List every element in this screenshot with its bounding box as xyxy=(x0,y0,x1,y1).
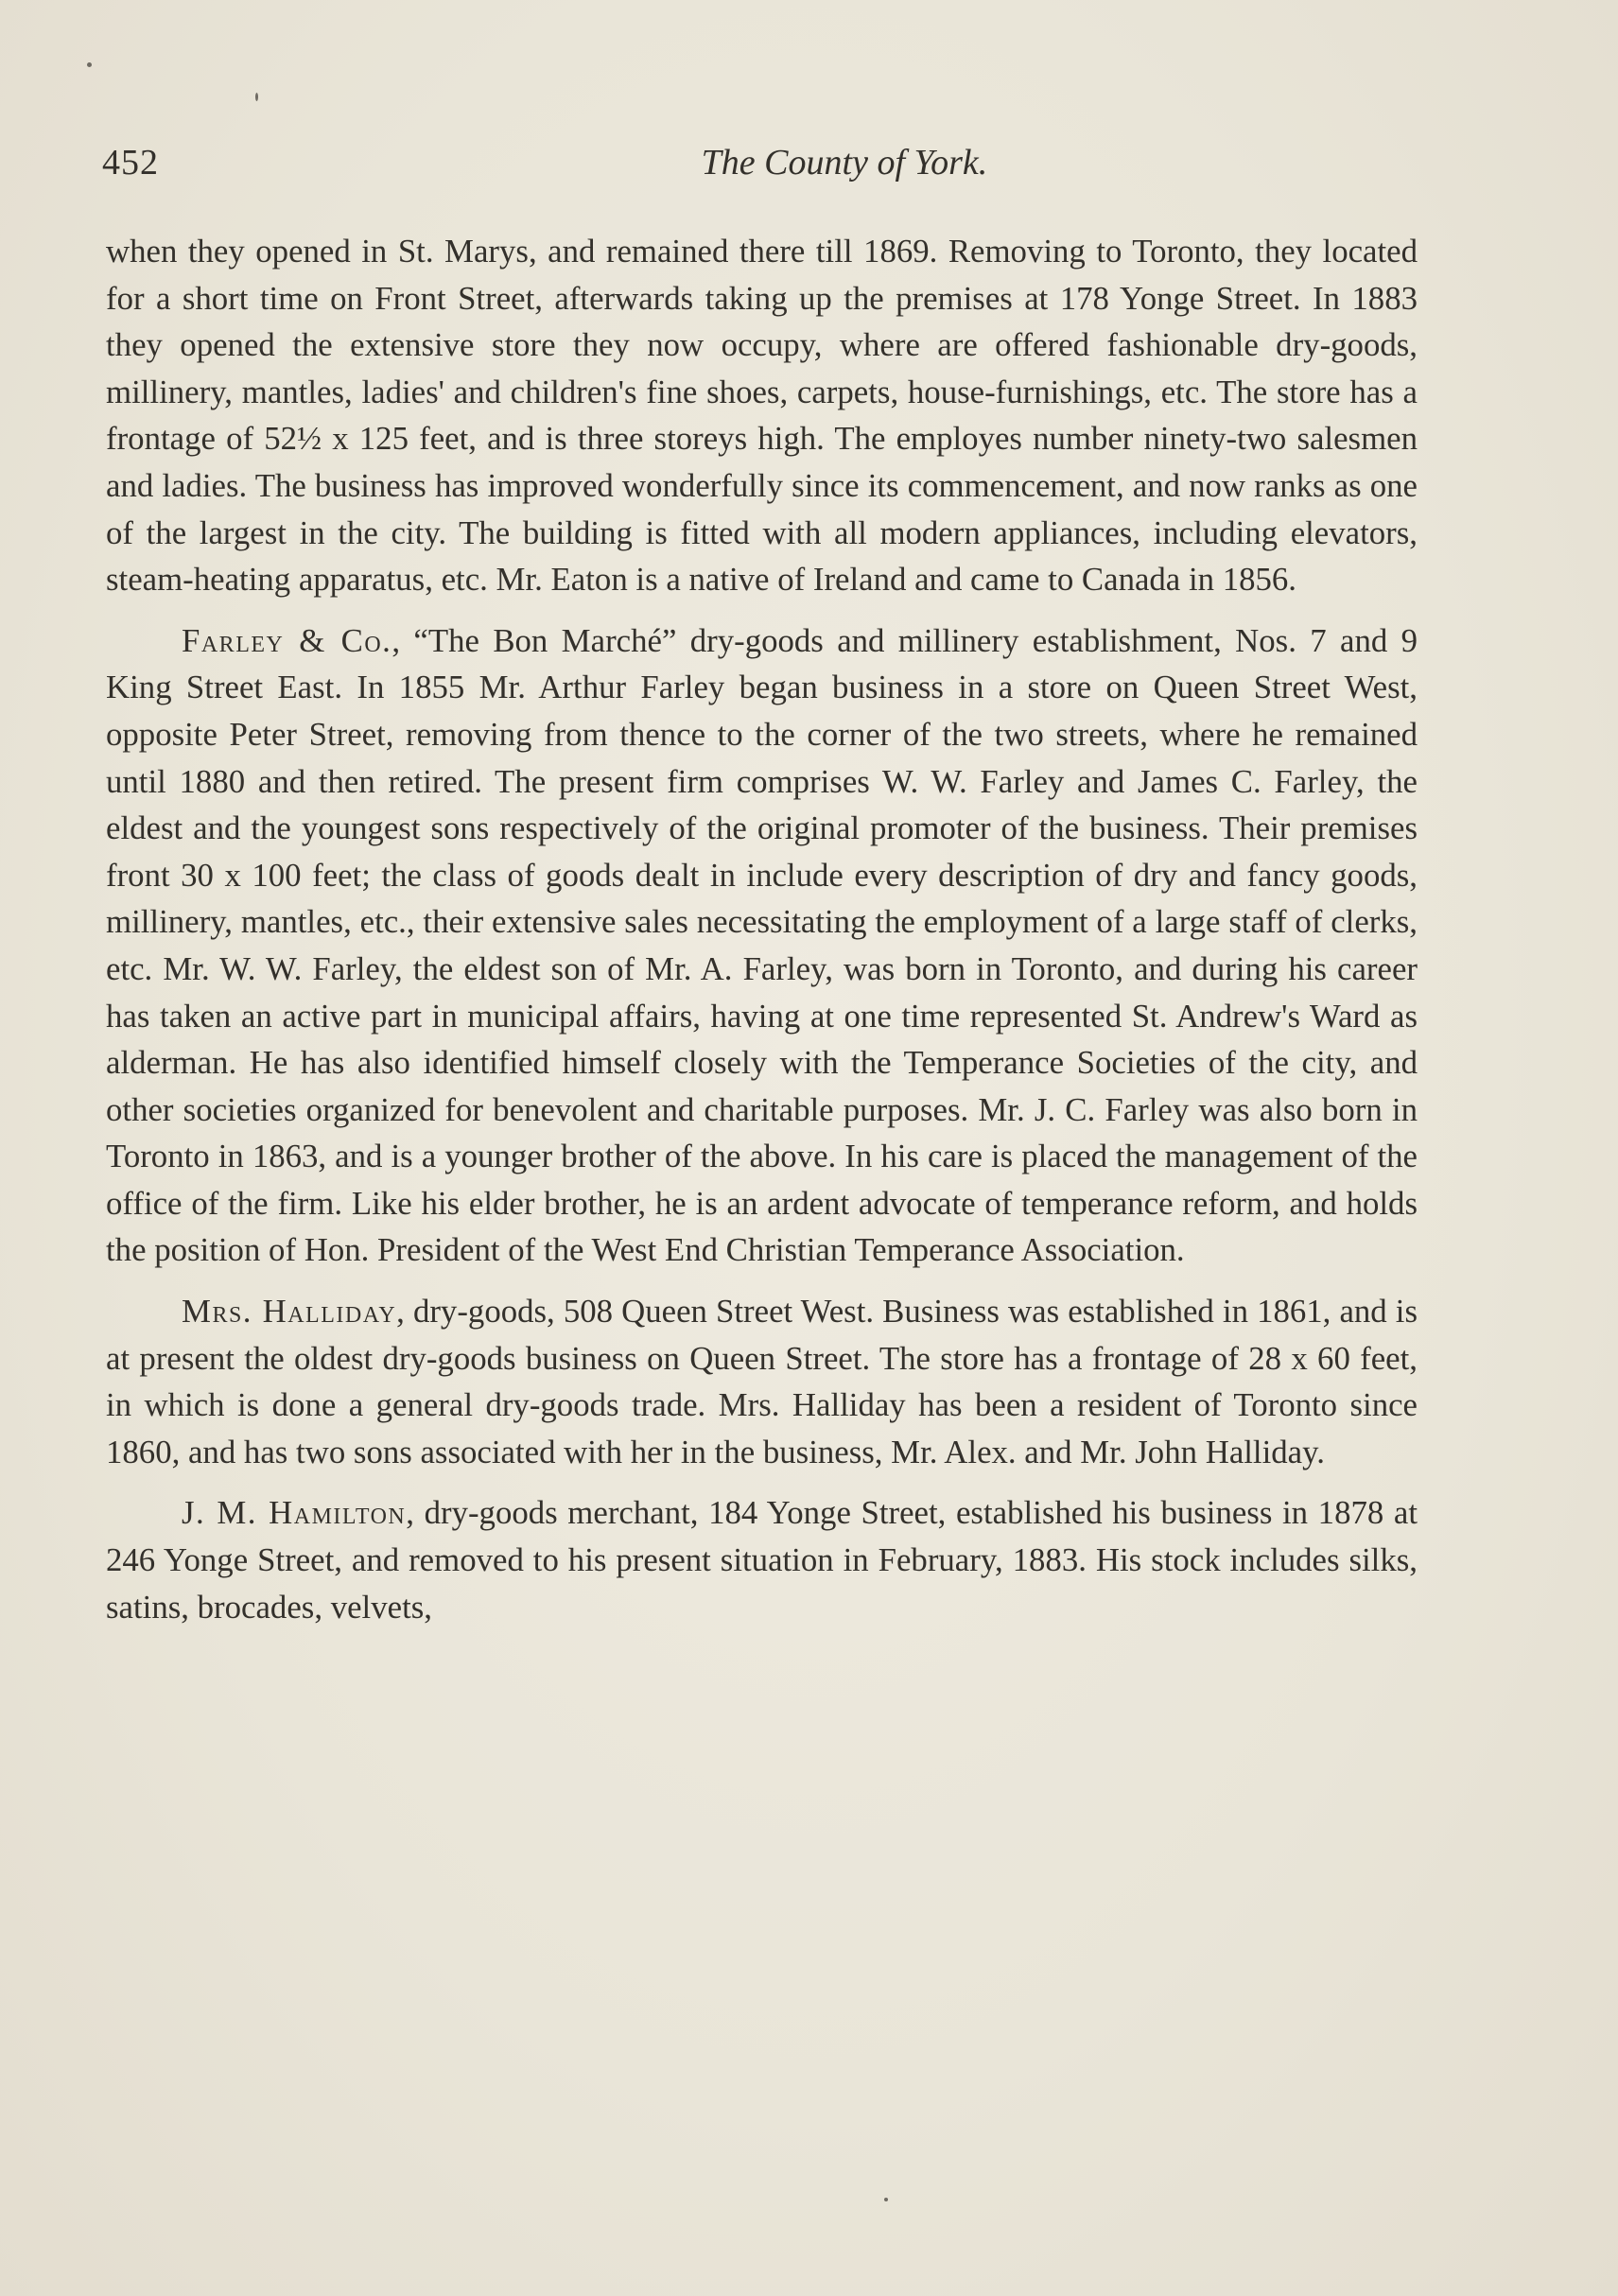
paragraph-eaton-continued xyxy=(106,228,1418,603)
paragraph-text: , “The Bon Marché” dry-goods and millinery establishment, Nos. 7 and 9 King Street East. In 1855 Mr. Arthur Farley began business in a store on Queen Street West, opposite Peter Street, removing from thence to the corner of the two streets, where he remained until 1880 and then retired. The present firm comprises W. W. Farley and James C. Farley, the eldest and the youngest sons respectively of the original promoter of the business. Their premises front 30 x 100 feet; the class of goods dealt in include every description of dry and fancy goods, millinery, mantles, etc., their extensive sales necessitating the employment of a large staff of clerks, etc. Mr. W. W. Farley, the eldest son of Mr. A. Farley, was born in Toronto, and during his career has taken an active part in municipal affairs, having at one time represented St. Andrew's Ward as alderman. He has also identified himself closely with the Temperance Societies of the city, and other societies organized for benevolent and charitable purposes. Mr. J. C. Farley was also born in Toronto in 1863, and is a younger brother of the above. In his care is placed the management of the office of the firm. Like his elder brother, he is an ardent advocate of temperance reform, and holds the position of Hon. President of the West End Christian Temperance Association. xyxy=(106,621,1418,1269)
paragraph-halliday xyxy=(106,1288,1418,1475)
paragraph-text: when they opened in St. Marys, and remained there till 1869. Removing to Toronto, they located for a short time on Front Street, afterwards taking up the premises at 178 Yonge Street. In 1883 they opened the extensive store they now occupy, where are offered fashionable dry-goods, millinery, mantles, ladies' and children's fine shoes, carpets, house-furnishings, etc. The store has a frontage of 52½ x 125 feet, and is three storeys high. The employes number ninety-two salesmen and ladies. The business has improved wonderfully since its commencement, and now ranks as one of the largest in the city. The building is fitted with all modern appliances, including elevators, steam-heating apparatus, etc. Mr. Eaton is a native of Ireland and came to Canada in 1856. xyxy=(106,233,1418,599)
entry-name: Farley & Co. xyxy=(182,621,392,659)
print-speck xyxy=(87,62,92,67)
paragraph-text: , dry-goods merchant, 184 Yonge Street, established his business in 1878 at 246 Yonge Street, and removed to his present situation in February, 1883. His stock includes silks, satins, brocades, velvets, xyxy=(106,1494,1418,1626)
entry-name: J. M. Hamilton xyxy=(182,1494,407,1532)
page-header xyxy=(102,142,1426,199)
paragraph-farley xyxy=(106,617,1418,1274)
running-title: The County of York. xyxy=(701,143,988,183)
print-speck xyxy=(255,93,258,101)
paragraph-text: , dry-goods, 508 Queen Street West. Business was established in 1861, and is at present the oldest dry-goods business on Queen Street. The store has a frontage of 28 x 60 feet, in which is done a general dry-goods trade. Mrs. Halliday has been a resident of Toronto since 1860, and has two sons associated with her in the business, Mr. Alex. and Mr. John Halliday. xyxy=(106,1293,1418,1470)
body-text xyxy=(106,228,1418,1644)
print-speck xyxy=(884,2198,888,2201)
paragraph-hamilton xyxy=(106,1489,1418,1630)
entry-name: Mrs. Halliday xyxy=(182,1293,397,1331)
page-number: 452 xyxy=(102,143,159,183)
